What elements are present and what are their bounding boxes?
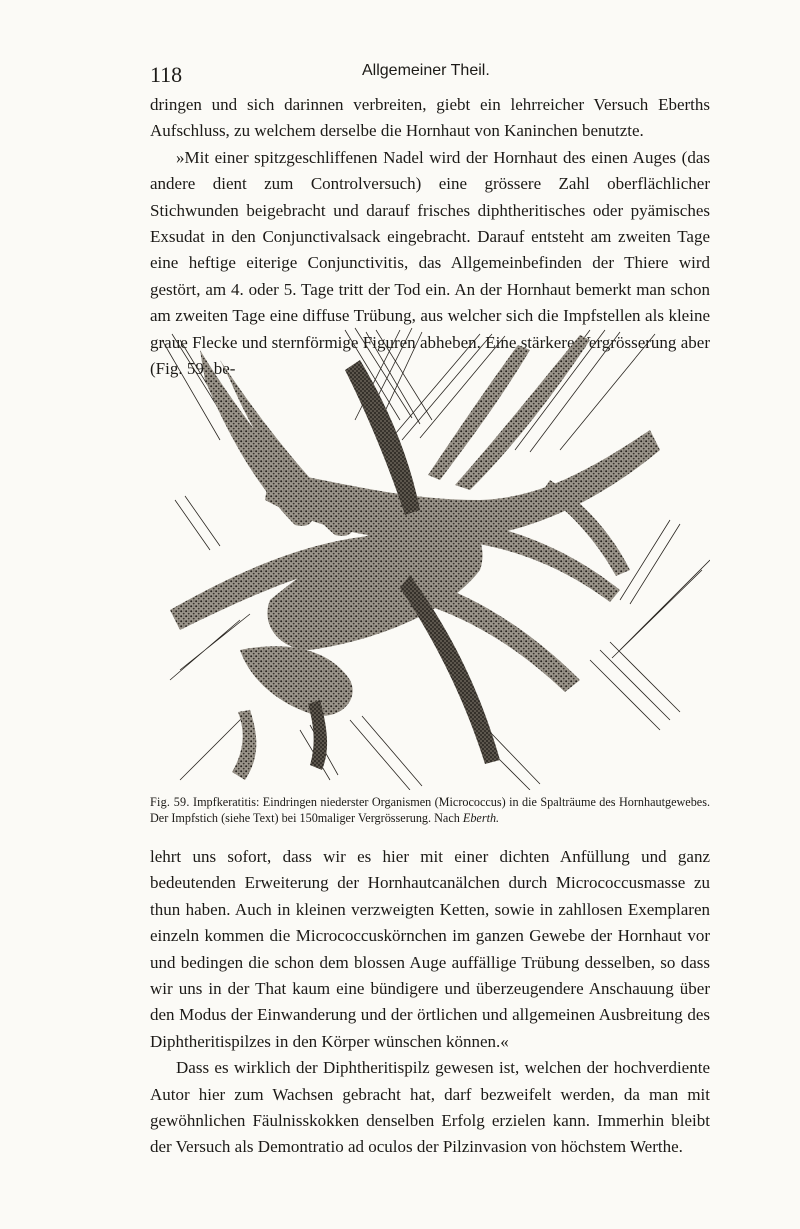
paragraph: »Mit einer spitzgeschliffenen Nadel wird der Hornhaut des einen Auges (das andere dient zum Controlversuch) eine grössere Zahl oberflächlicher Stichwunden beigebracht und darauf frisches diphtheritisches oder pyämisches Exsudat in den Conjunctivalsack eingebracht. Darauf entsteht am zweiten Tage eine heftige eiterige Conjunctivitis, das Allgemeinbefinden der Thiere wird gestört, am 4. oder 5. Tage tritt der Tod ein. An der Hornhaut bemerkt man schon am zweiten Tage eine diffuse Trübung, aus welcher sich die Impfstellen als kleine graue Flecke und sternförmige Figuren abheben. Eine stärkere Vergrösserung aber (Fig. 59) be- [150, 147, 710, 379]
caption-text: Impfkeratitis: Eindringen niederster Organismen (Micrococcus) in die Spalträume des Hornhautgewebes. Der Impfstich (siehe Text) bei 150maliger Vergrösserung. Nach [150, 795, 711, 825]
running-title: Allgemeiner Theil. [362, 62, 490, 79]
paragraph: dringen und sich darinnen verbreiten, giebt ein lehrreicher Versuch Eberths Aufschluss, zu welchem derselbe die Hornhaut von Kaninchen benutzte. [150, 95, 710, 141]
figure-label: Fig. 59. [150, 795, 190, 809]
micrococcus-filled-canals [170, 335, 660, 780]
paragraph: lehrt uns sofort, dass wir es hier mit einer dichten Anfüllung und ganz bedeutenden Erweiterung der Hornhautcanälchen durch Micrococcusmasse zu thun haben. Auch in kleinen verzweigten Ketten, sowie in zahllosen Exemplaren einzeln kommen die Micrococcuskörnchen im ganzen Gewebe der Hornhaut vor und bedingen die schon dem blossen Auge auffällige Trübung desselben, so dass wir uns in der That kaum eine bündigere und überzeugendere Anschauung über den Modus der Einwanderung und der örtlichen und allgemeinen Ausbreitung des Diphtheritispilzes in den Körper wünschen können.« [150, 847, 710, 1051]
figure-caption [150, 794, 710, 826]
paragraph: Dass es wirklich der Diphtheritispilz gewesen ist, welchen der hochverdiente Autor hier zum Wachsen gebracht hat, darf bezweifelt werden, da man mit gewöhnlichen Fäulnisskokken denselben Erfolg erzielen kann. Immerhin bleibt der Versuch als Demontratio ad oculos der Pilzinvasion von höchstem Werthe. [150, 1058, 710, 1157]
corneal-tissue-engraving [150, 320, 710, 790]
page-number: 118 [150, 62, 183, 87]
body-text-bottom [150, 844, 710, 1161]
figure-illustration [150, 320, 710, 790]
page-header [150, 62, 710, 92]
caption-author: Eberth. [462, 811, 500, 825]
